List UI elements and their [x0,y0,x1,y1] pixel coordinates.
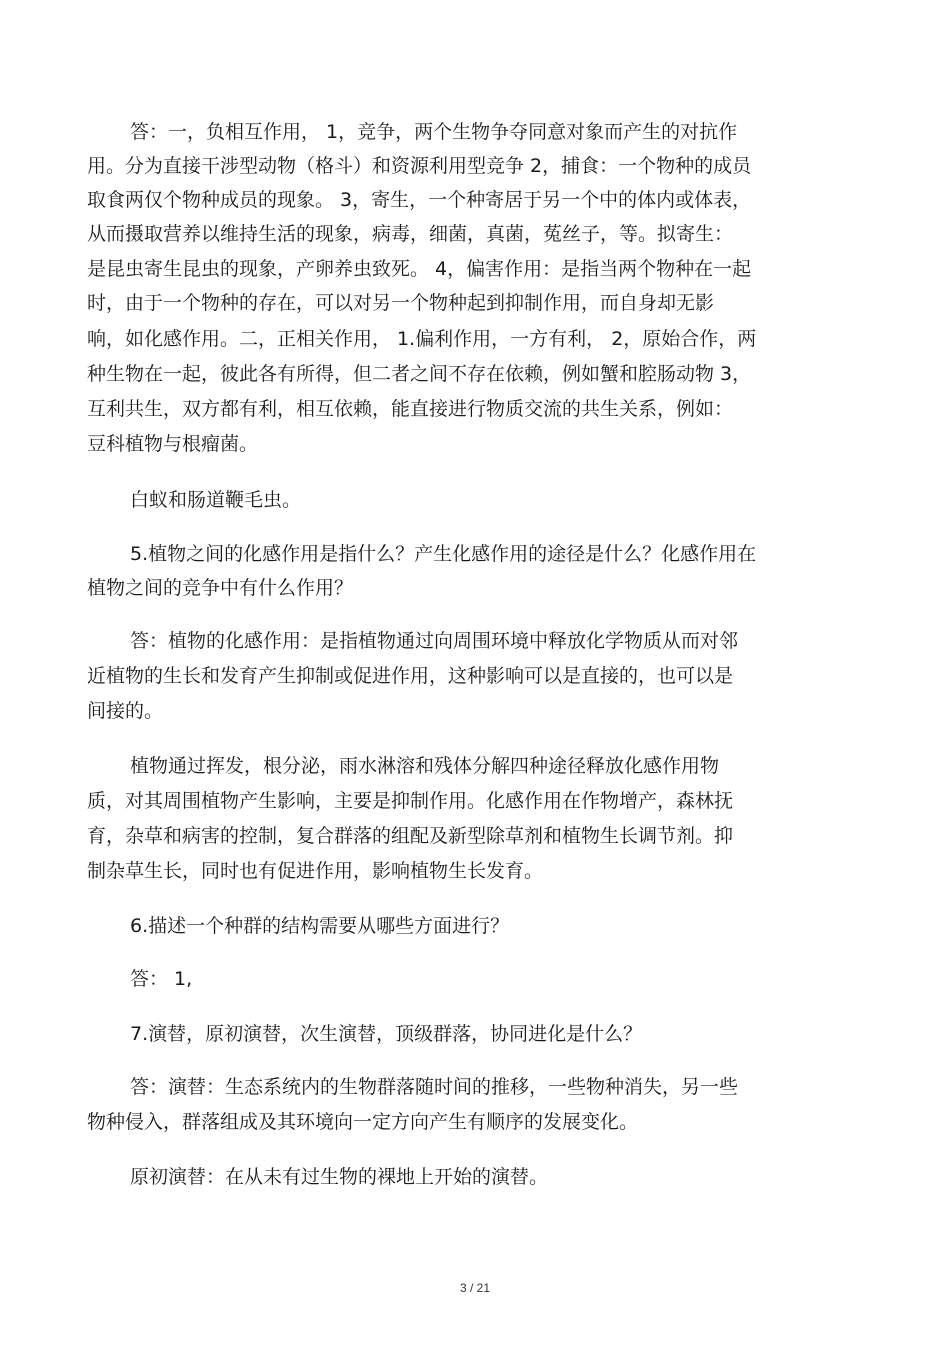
text-line: 植物通过挥发，根分泌，雨水淋溶和残体分解四种途径释放化感作用物 [130,755,720,777]
text-line: 间接的。 [87,700,164,722]
text-line: 原初演替：在从未有过生物的裸地上开始的演替。 [130,1166,549,1188]
text-line: 响，如化感作用。二，正相关作用， 1.偏利作用，一方有利， 2，原始合作，两 [87,328,757,350]
text-line: 制杂草生长，同时也有促进作用，影响植物生长发育。 [87,860,544,882]
text-line: 7.演替，原初演替，次生演替，顶级群落，协同进化是什么？ [130,1023,643,1045]
text-line: 答：演替：生态系统内的生物群落随时间的推移，一些物种消失，另一些 [130,1076,739,1098]
text-line: 物种侵入，群落组成及其环境向一定方向产生有顺序的发展变化。 [87,1111,639,1133]
text-line: 豆科植物与根瘤菌。 [87,433,259,455]
text-line: 6.描述一个种群的结构需要从哪些方面进行？ [130,915,510,937]
text-line: 时，由于一个物种的存在，可以对另一个物种起到抑制作用，而自身却无影 [87,292,715,314]
text-line: 育，杂草和病害的控制，复合群落的组配及新型除草剂和植物生长调节剂。抑 [87,825,734,847]
text-line: 互利共生，双方都有利，相互依赖，能直接进行物质交流的共生关系，例如： [87,398,734,420]
text-line: 种生物在一起，彼此各有所得，但二者之间不存在依赖，例如蟹和腔肠动物 3， [87,363,752,385]
text-line: 答：一，负相互作用， 1，竞争，两个生物争夺同意对象而产生的对抗作 [130,121,738,143]
text-line: 质，对其周围植物产生影响，主要是抑制作用。化感作用在作物增产，森林抚 [87,790,734,812]
text-line: 近植物的生长和发育产生抑制或促进作用，这种影响可以是直接的，也可以是 [87,665,734,687]
text-line: 答： 1, [130,968,193,990]
text-line: 5.植物之间的化感作用是指什么？产生化感作用的途径是什么？化感作用在 [130,543,757,565]
text-line: 答：植物的化感作用：是指植物通过向周围环境中释放化学物质从而对邻 [130,630,739,652]
text-line: 是昆虫寄生昆虫的现象，产卵养虫致死。 4，偏害作用：是指当两个物种在一起 [87,258,752,280]
page-number: 3 / 21 [459,1281,491,1295]
text-line: 白蚁和肠道鞭毛虫。 [130,489,302,511]
text-line: 从而摄取营养以维持生活的现象，病毒，细菌，真菌，菟丝子，等。拟寄生： [87,223,734,245]
text-line: 植物之间的竞争中有什么作用？ [87,577,354,599]
text-line: 用。分为直接干涉型动物（格斗）和资源利用型竞争 2，捕食：一个物种的成员 [87,155,752,177]
text-line: 取食两仅个物种成员的现象。 3，寄生，一个种寄居于另一个中的体内或体表， [87,189,752,211]
